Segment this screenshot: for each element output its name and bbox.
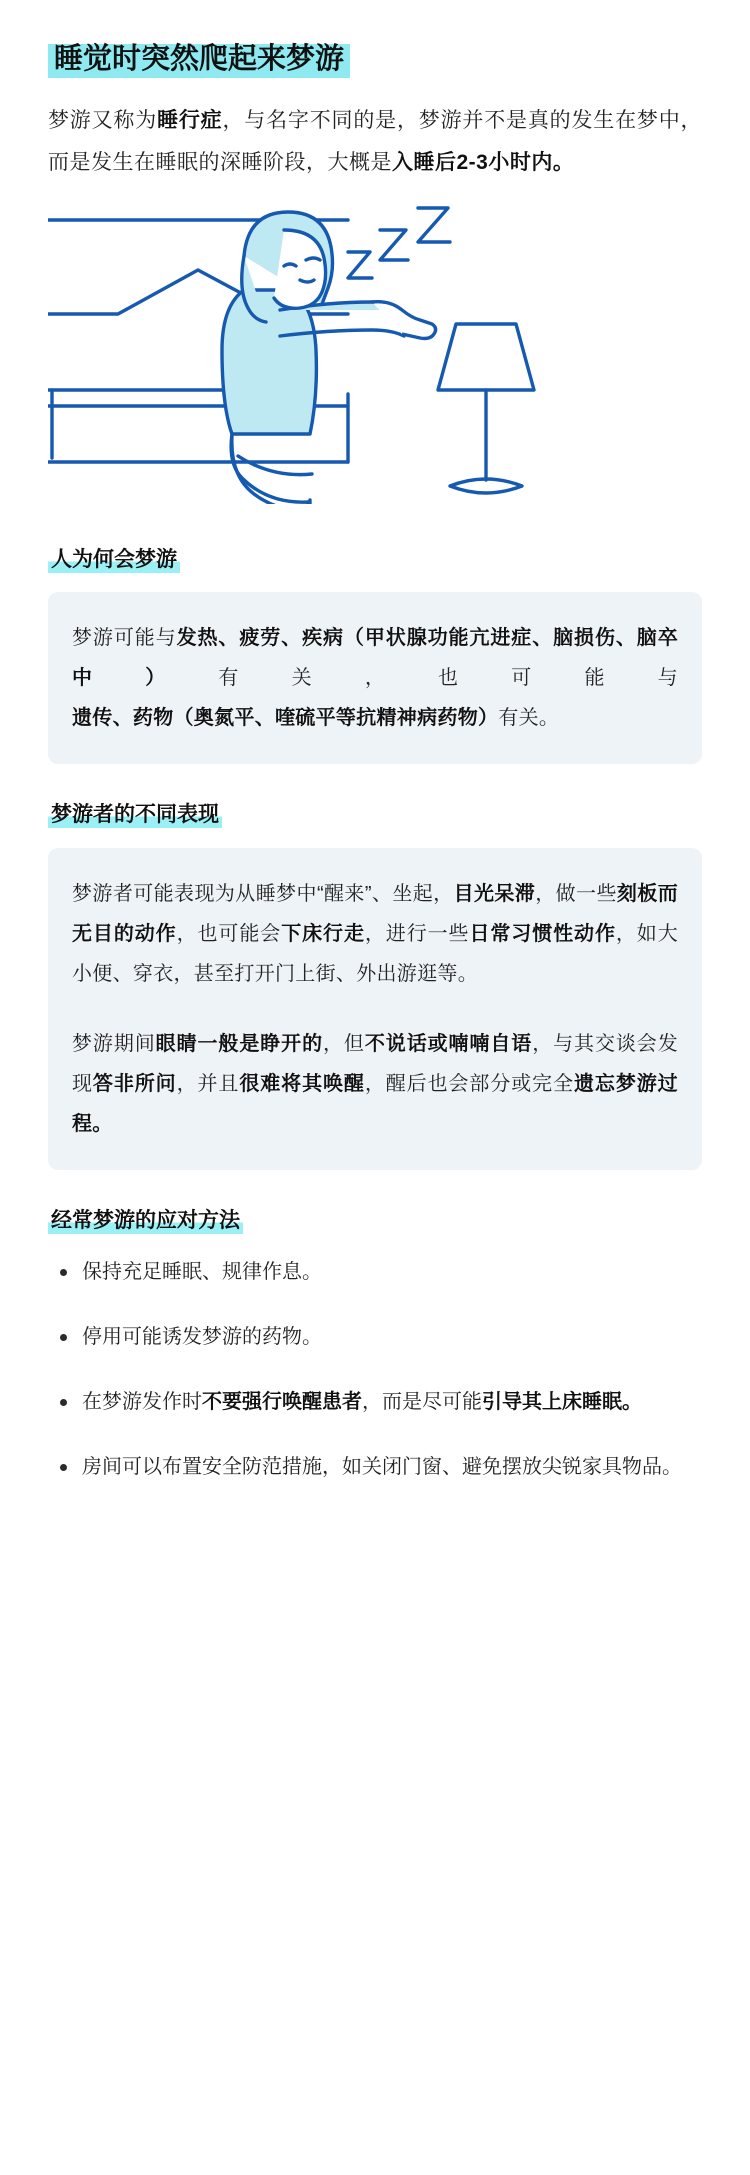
section-heading-why-text: 人为何会梦游 [48, 547, 180, 573]
page-title-text: 睡觉时突然爬起来梦游 [48, 41, 350, 78]
section-heading-symptoms-text: 梦游者的不同表现 [48, 802, 222, 828]
tips-list [48, 1253, 702, 1487]
card-why [48, 592, 702, 764]
sleepwalking-person-illustration [48, 194, 702, 509]
page-title [48, 38, 702, 82]
section-heading-symptoms [48, 798, 702, 832]
lead-paragraph: 梦游又称为睡行症，与名字不同的是，梦游并不是真的发生在梦中，而是发生在睡眠的深睡阶段，大概是入睡后2-3小时内。 [48, 108, 703, 174]
section-heading-tips [48, 1204, 702, 1238]
card-symptoms [48, 848, 702, 1170]
card-symptoms-paragraph-1: 梦游者可能表现为从睡梦中“醒来”、坐起，目光呆滞，做一些刻板而无目的动作，也可能会下床行走，进行一些日常习惯性动作，如大小便、穿衣，甚至打开门上街、外出游逛等。 [72, 882, 679, 985]
list-item: 房间可以布置安全防范措施，如关闭门窗、避免摆放尖锐家具物品。 [52, 1448, 698, 1487]
section-heading-tips-text: 经常梦游的应对方法 [48, 1208, 243, 1234]
list-item: 在梦游发作时不要强行唤醒患者，而是尽可能引导其上床睡眠。 [52, 1383, 698, 1422]
list-item: 停用可能诱发梦游的药物。 [52, 1318, 698, 1357]
section-heading-why [48, 543, 702, 577]
card-symptoms-paragraph-2: 梦游期间眼睛一般是睁开的，但不说话或喃喃自语，与其交谈会发现答非所问，并且很难将其唤醒，醒后也会部分或完全遗忘梦游过程。 [72, 1032, 679, 1135]
list-item: 保持充足睡眠、规律作息。 [52, 1253, 698, 1292]
card-why-paragraph-1: 梦游可能与发热、疲劳、疾病（甲状腺功能亢进症、脑损伤、脑卒中）有关，也可能与遗传、药物（奥氮平、喹硫平等抗精神病药物）有关。 [72, 627, 679, 730]
